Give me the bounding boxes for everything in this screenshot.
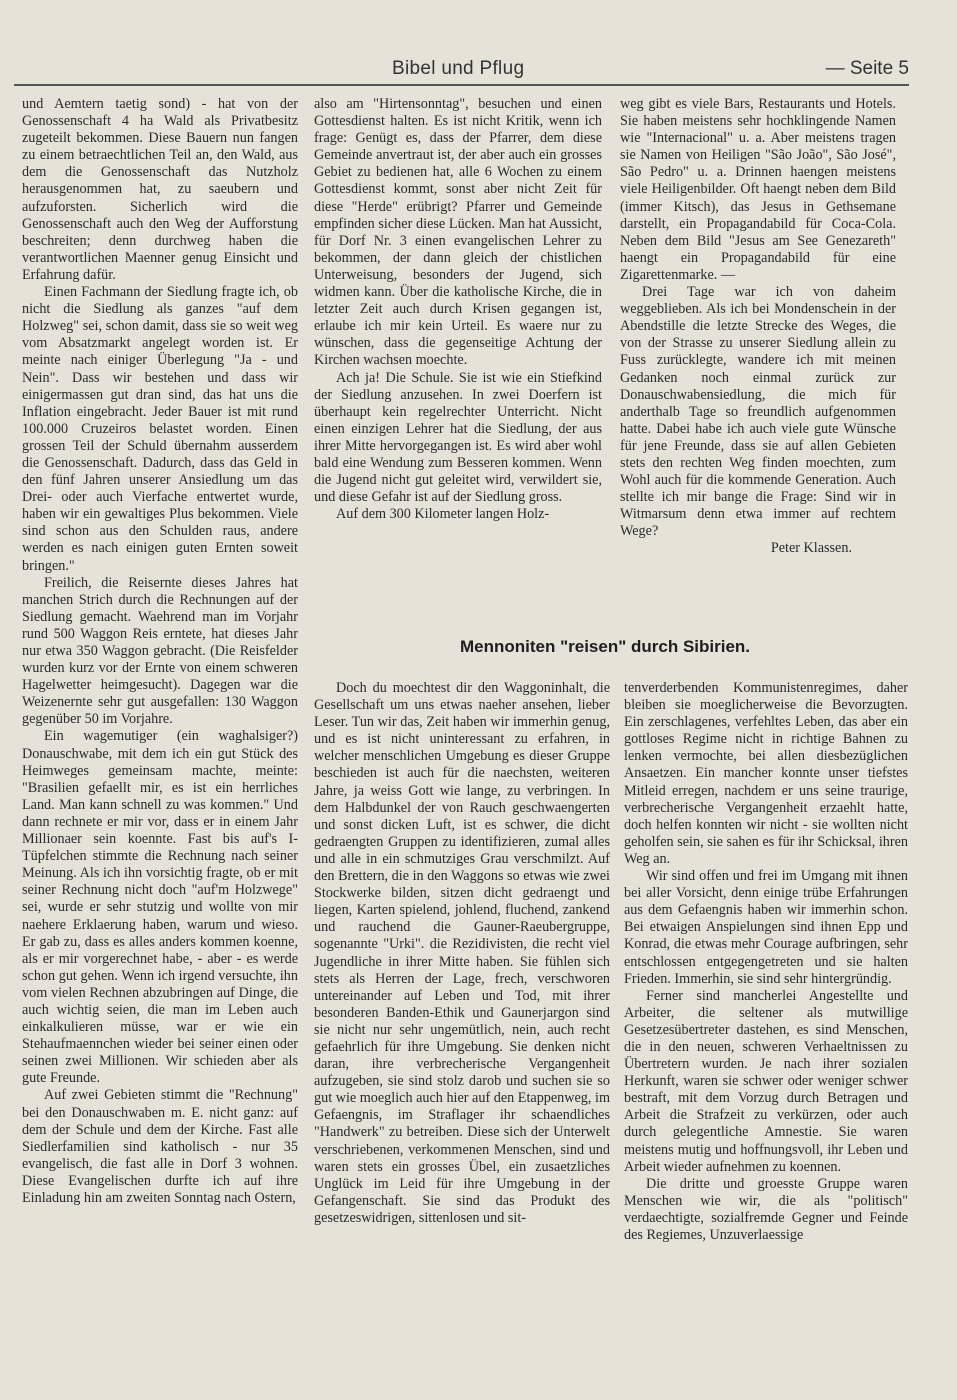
paragraph: Auf zwei Gebieten stimmt die "Rechnung" bei den Donauschwaben m. E. nicht ganz: auf dem der Schule und dem der Kirche. Fast alle Siedlerfamilien sind katholisch - nur 35 evangelisch, die fast alle in Dorf 3 wohnen. Diese Evangelischen durfte ich auf ihre Einladung hin am zweiten Sonntag nach Ostern, <box>22 1087 298 1206</box>
paragraph: Ach ja! Die Schule. Sie ist wie ein Stiefkind der Siedlung anzusehen. In zwei Doerfern ist überhaupt kein regelrechter Unterricht. Nicht einen einzigen Lehrer hat die Siedlung, der aus ihrer Mitte hervorgegangen ist. Es wird aber wohl bald eine Wendung zum Besseren kommen. Wenn die Jugend nicht gut geleitet wird, verwildert sie, und diese Gefahr ist auf der Siedlung gross. <box>314 369 602 506</box>
paragraph: Ein wagemutiger (ein waghalsiger?) Donauschwabe, mit dem ich ein gut Stück des Heimweges gemeinsam machte, meinte: "Brasilien gefaellt mir, es ist ein herrliches Land. Man kann schnell zu was kommen." Und dann rechnete er mir vor, dass er in einem Jahr Millionaer sein koennte. Fast bis auf's I-Tüpfelchen stimmte die Rechnung nach seiner Meinung. Als ich ihn vorsichtig fragte, ob er mit seiner Rechnung nicht doch "auf'm Holzwege" sei, wurde er sehr stutzig und wollte von mir naehere Erklaerung haben, warum und wieso. Er gab zu, dass es alles anders kommen koenne, als er mir vorgerechnet habe, - aber - es werde schon gut gehen. Wenn ich irgend versuchte, ihn vom vielen Rechnen abzubringen auf Dinge, die auch wichtig seien, die man im Leben auch einkalkulieren müsse, war er wie ein Stehaufmaennchen wieder bei seiner einen oder seinen zwei Millionen. Wir schieden aber als gute Freunde. <box>22 728 298 1087</box>
publication-title: Bibel und Pflug <box>392 58 525 79</box>
article1-column-2 <box>314 96 602 616</box>
paragraph: Drei Tage war ich von daheim weggeblieben. Als ich bei Mondenschein in der Abendstille die letzte Strecke des Weges, die von der Strasse zu unserer Siedlung allein zu Fuss zurücklegte, wandere ich mit meinen Gedanken noch einmal zurück zur Donauschwabensiedlung, die mich für anderthalb Tage so freundlich aufgenommen hatte. Dabei habe ich auch viele gute Wünsche für jene Freunde, dass sie auf allen Gebieten stets den rechten Weg finden moechten, zum Wohl auch für die kommende Generation. Auch stellte ich mir bange die Frage: Sind wir in Witmarsum denn etwa immer auf rechtem Wege? <box>620 284 896 540</box>
header-rule <box>14 84 909 86</box>
article2-column-1 <box>314 680 610 1392</box>
paragraph: tenverderbenden Kommunistenregimes, daher bleiben sie moeglicherweise die Bevorzugten. Ein zerschlagenes, verfehltes Leben, das aber ein gottloses Regime nicht in richtige Bahnen zu lenken vermochte, bei allen diesbezüglichen Ansaetzen. Ein mancher konnte unser tiefstes Mitleid erregen, nachdem er uns seine traurige, verbrecherische Vergangenheit erzaehlt hatte, doch helfen konnten wir nicht - sie wollten nicht geholfen sein, sie sahen es für ihr Schicksal, ihren Weg an. <box>624 680 908 867</box>
article2-headline: Mennoniten "reisen" durch Sibirien. <box>459 637 751 656</box>
page-header <box>14 58 909 82</box>
paragraph: Die dritte und groesste Gruppe waren Menschen wie wir, die als "politisch" verdaechtigte, sozialfremde Gegner und Feinde des Regiemes, Unzuverlaessige <box>624 1175 908 1243</box>
paragraph: also am "Hirtensonntag", besuchen und einen Gottesdienst halten. Es ist nicht Kritik, wenn ich frage: Genügt es, dass der Pfarrer, dem diese Gemeinde anvertraut ist, der aber auch ein grosses Gebiet zu bedienen hat, alle 6 Wochen zu einem Gottesdienst kommt, sonst aber nicht Zeit für diese "Herde" erübrigt? Pfarrer und Gemeinde empfinden sicher diese Lücken. Man hat Aussicht, für Dorf Nr. 3 einen evangelischen Lehrer zu bekommen, der dann gleich der chistlichen Unterweisung, besonders der Jugend, sich widmen kann. Über die katholische Kirche, die in letzter Zeit auch durch Krisen gegangen ist, erlaube ich mir kein Urteil. Es waere nur zu wünschen, dass die gegenseitige Achtung der Kirchen wachsen moechte. <box>314 96 602 369</box>
paragraph: Ferner sind mancherlei Angestellte und Arbeiter, die seltener als mutwillige Gesetzesübertreter dastehen, es sind Menschen, die in den neuen, schweren Verhaeltnissen zu Übertretern wurden. Je nach ihrer sozialen Herkunft, waren sie schwer oder weniger schwer bestraft, mit dem Vorzug durch Betragen und Arbeit die Strafzeit zu verkürzen, oder auch durch gelegentliche Amnestie. Sie waren meistens mutig und hoffnungsvoll, ihr Leben und Arbeit wieder aufnehmen zu koennen. <box>624 987 908 1175</box>
paragraph: Wir sind offen und frei im Umgang mit ihnen bei aller Vorsicht, denn einige trübe Erfahrungen aus dem Gefaengnis haben wir immerhin schon. Bei etwaigen Anspielungen sind ihnen Epp und Konrad, die etwas mehr Courage aufbringen, sehr entschlossen entgegengetreten und sie halten Frieden. Immerhin, sie sind sehr hintergründig. <box>624 868 908 987</box>
article1-column-3 <box>620 96 896 616</box>
paragraph: Einen Fachmann der Siedlung fragte ich, ob nicht die Siedlung als ganzes "auf dem Holzweg" sei, schon damit, dass sie so weit weg vom Absatzmarkt angelegt worden ist. Er meinte nach einiger Überlegung "Ja - und Nein". Dass wir bestehen und dass wir einigermassen gut dran sind, das hat uns die Inflation eingebracht. Jeder Bauer ist mit rund 100.000 Cruzeiros belastet worden. Einen grossen Teil der Schuld übernahm ausserdem die Genossenschaft. Dadurch, dass das Geld in den fünf Jahren unserer Ansiedlung um das Drei- oder auch Vierfache entwertet wurde, haben wir ein gewaltiges Plus bekommen. Viele sind schon aus den Schulden raus, andere werden es nach einigen guten Ernten soweit bringen." <box>22 284 298 574</box>
article1-column-1 <box>22 96 298 1388</box>
article2-column-2 <box>624 680 908 1392</box>
paragraph: weg gibt es viele Bars, Restaurants und Hotels. Sie haben meistens sehr hochklingende Namen wie "Internacional" u. a. Aber meistens tragen sie Namen von Heiligen "São João", São José", São Pedro" u. a. Drinnen haengen meistens viele Heiligenbilder. Oft haengt neben dem Bild (immer Kitsch), das Jesus in Gethsemane darstellt, ein Propagandabild für Coca-Cola. Neben dem Bild "Jesus am See Genezareth" haengt ein Propagandabild für eine Zigarettenmarke. — <box>620 96 896 283</box>
paragraph: Doch du moechtest dir den Waggoninhalt, die Gesellschaft um uns etwas naeher ansehen, lieber Leser. Tun wir das, Zeit haben wir immerhin genug, und es ist nicht uninteressant zu erfahren, in welcher menschlichen Umgebung es dieser Gruppe beschieden ist auch für die naechsten, weiteren Jahre, ja weiss Gott wie lange, zu verbringen. In dem Halbdunkel der von Rauch geschwaengerten und sonst dicken Luft, ist es schwer, die dicht gedraengten Gruppen zu identifizieren, zumal alles und alle in ein schmutziges Grau verschmilzt. Auf den Brettern, die in den Waggons so etwas wie zwei Stockwerke bilden, sitzen dicht gedraengt und liegen, Karten spielend, johlend, fluchend, zankend und rauchend die Gauner-Raeubergruppe, sogenannte "Urki". die Rezidivisten, die recht viel Jugendliche in ihrer Mitte haben. Sie fühlen sich stets als Herren der Lage, frech, verschworen untereinander auf Leben und Tod, mit ihrer besonderen Banden-Ethik und Gaunerjargon sind sie nicht nur sehr ungemütlich, nein, auch recht gefaehrlich für ihre Umgebung. Sie denken nicht daran, ihre verbrecherische Vergangenheit aufzugeben, sie sind stolz darob und suchen sie so gut wie moeglich auch hier auf den Etappenweg, im Gefaengnis, im Straflager ihr schaendliches "Handwerk" zu betreiben. Diese sich der Unterwelt verschriebenen, verkommenen Menschen, sind und waren stets ein grosses Übel, ein zusaetzliches Unglück im Leid für ihre Umgebung in der Gefangenschaft. Sie sind das Produkt des gesetzeswidrigen, sittenlosen und sit- <box>314 680 610 1226</box>
paragraph: Auf dem 300 Kilometer langen Holz- <box>336 506 550 523</box>
paragraph: und Aemtern taetig sond) - hat von der Genossenschaft 4 ha Wald als Privatbesitz zugeteilt bekommen. Diese Bauern nun fangen zu einem betraechtlichen Teil an, den Wald, aus dem die Genossenschaft das Nutzholz herausgenommen hat, zu saeubern und aufzuforsten. Sicherlich wird die Genossenschaft auch den Weg der Aufforstung beschreiten; denn durchweg haben die verantwortlichen Maenner genug Einsicht und Erfahrung dafür. <box>22 96 298 283</box>
page-number: — Seite 5 <box>825 58 909 79</box>
paragraph: Freilich, die Reisernte dieses Jahres hat manchen Strich durch die Rechnungen auf der Siedlung gemacht. Waehrend man im Vorjahr rund 500 Waggon Reis erntete, hat dieses Jahr nur etwa 350 Waggon gebracht. (Die Reisfelder wurden kurz vor der Ernte von einem schweren Hagelwetter heimgesucht). Dagegen war die Weizenernte sehr gut ausgefallen: 130 Waggon gegenüber 50 im Vorjahre. <box>22 574 298 728</box>
author-signature: Peter Klassen. <box>770 540 852 557</box>
